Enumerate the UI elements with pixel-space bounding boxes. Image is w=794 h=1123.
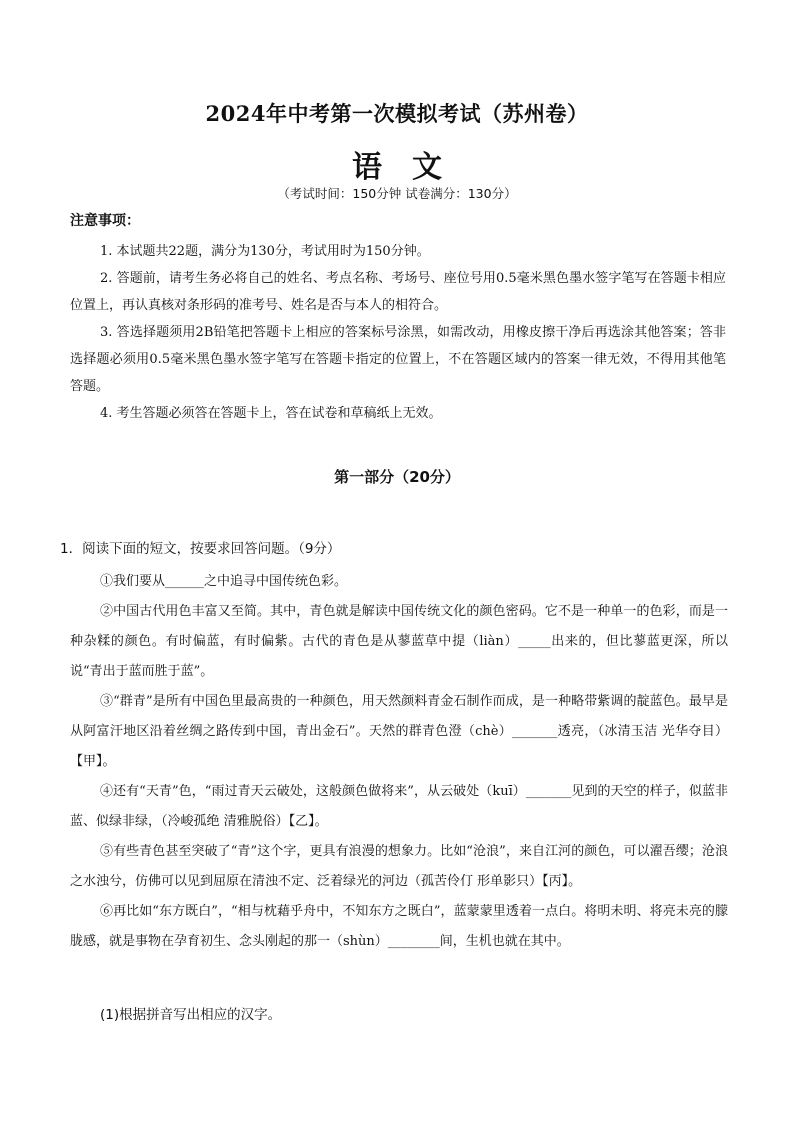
passage-paragraph-2: ②中国古代用色丰富又至简。其中，青色就是解读中国传统文化的颜色密码。它不是一种单一的色彩，而是一种杂糅的颜色。有时偏蓝，有时偏紫。古代的青色是从蓼蓝草中提（liàn）_____出来的，但比蓼蓝更深，所以说“青出于蓝而胜于蓝”。 — [70, 604, 728, 679]
passage-paragraph-3: ③“群青”是所有中国色里最高贵的一种颜色，用天然颜料青金石制作而成，是一种略带紫调的靛蓝色。最早是从阿富汗地区沿着丝绸之路传到中国，青出金石”。天然的群青色澄（chè）_______透亮，（冰清玉洁 光华夺目）【甲】。 — [70, 694, 728, 769]
exam-title: 2024年中考第一次模拟考试（苏州卷） — [205, 101, 589, 126]
passage-paragraph-5: ⑤有些青色甚至突破了“青”这个字，更具有浪漫的想象力。比如“沧浪”，来自江河的颜色，可以濯吾缨；沧浪之水浊兮，仿佛可以见到屈原在清浊不定、泛着绿光的河边（孤苦伶仃 形单影只）【丙】。 — [70, 844, 728, 889]
section-title: 第一部分（20分） — [334, 468, 460, 486]
question-stem: 1．阅读下面的短文，按要求回答问题。（9分） — [60, 541, 341, 557]
passage-paragraph-4: ④还有“天青”色，“雨过青天云破处，这般颜色做将来”，从云破处（kuī）_______见到的天空的样子，似蓝非蓝、似绿非绿，（冷峻孤绝 清雅脱俗）【乙】。 — [70, 784, 728, 829]
question-1 — [60, 538, 728, 957]
note-item-1: 1. 本试题共22题，满分为130分，考试用时为150分钟。 — [100, 244, 430, 259]
subject-title: 语文 — [352, 150, 472, 185]
exam-info: （考试时间：150分钟 试卷满分：130分） — [277, 186, 517, 201]
passage-paragraph-1: ①我们要从______之中追寻中国传统色彩。 — [100, 574, 348, 589]
passage-paragraph-6: ⑥再比如“东方既白”，“相与枕藉乎舟中，不知东方之既白”，蓝蒙蒙里透着一点白。将明未明、将亮未亮的朦胧感，就是事物在孕育初生、念头刚起的那一（shùn）________间，生机也就在其中。 — [70, 904, 728, 949]
note-item-2: 2. 答题前，请考生务必将自己的姓名、考点名称、考场号、座位号用0.5毫米黑色墨水签字笔写在答题卡相应位置上，再认真核对条形码的准考号、姓名是否与本人的相符合。 — [70, 271, 726, 313]
sub-question-1: (1)根据拼音写出相应的汉字。 — [100, 1007, 282, 1023]
note-item-3: 3. 答选择题须用2B铅笔把答题卡上相应的答案标号涂黑，如需改动，用橡皮擦干净后再选涂其他答案；答非选择题必须用0.5毫米黑色墨水签字笔写在答题卡指定的位置上，不在答题区域内的答案一律无效，不得用其他笔答题。 — [70, 325, 726, 394]
notes-block — [70, 210, 726, 427]
note-item-4: 4. 考生答题必须答在答题卡上，答在试卷和草稿纸上无效。 — [100, 406, 442, 421]
notes-heading: 注意事项： — [70, 213, 140, 229]
